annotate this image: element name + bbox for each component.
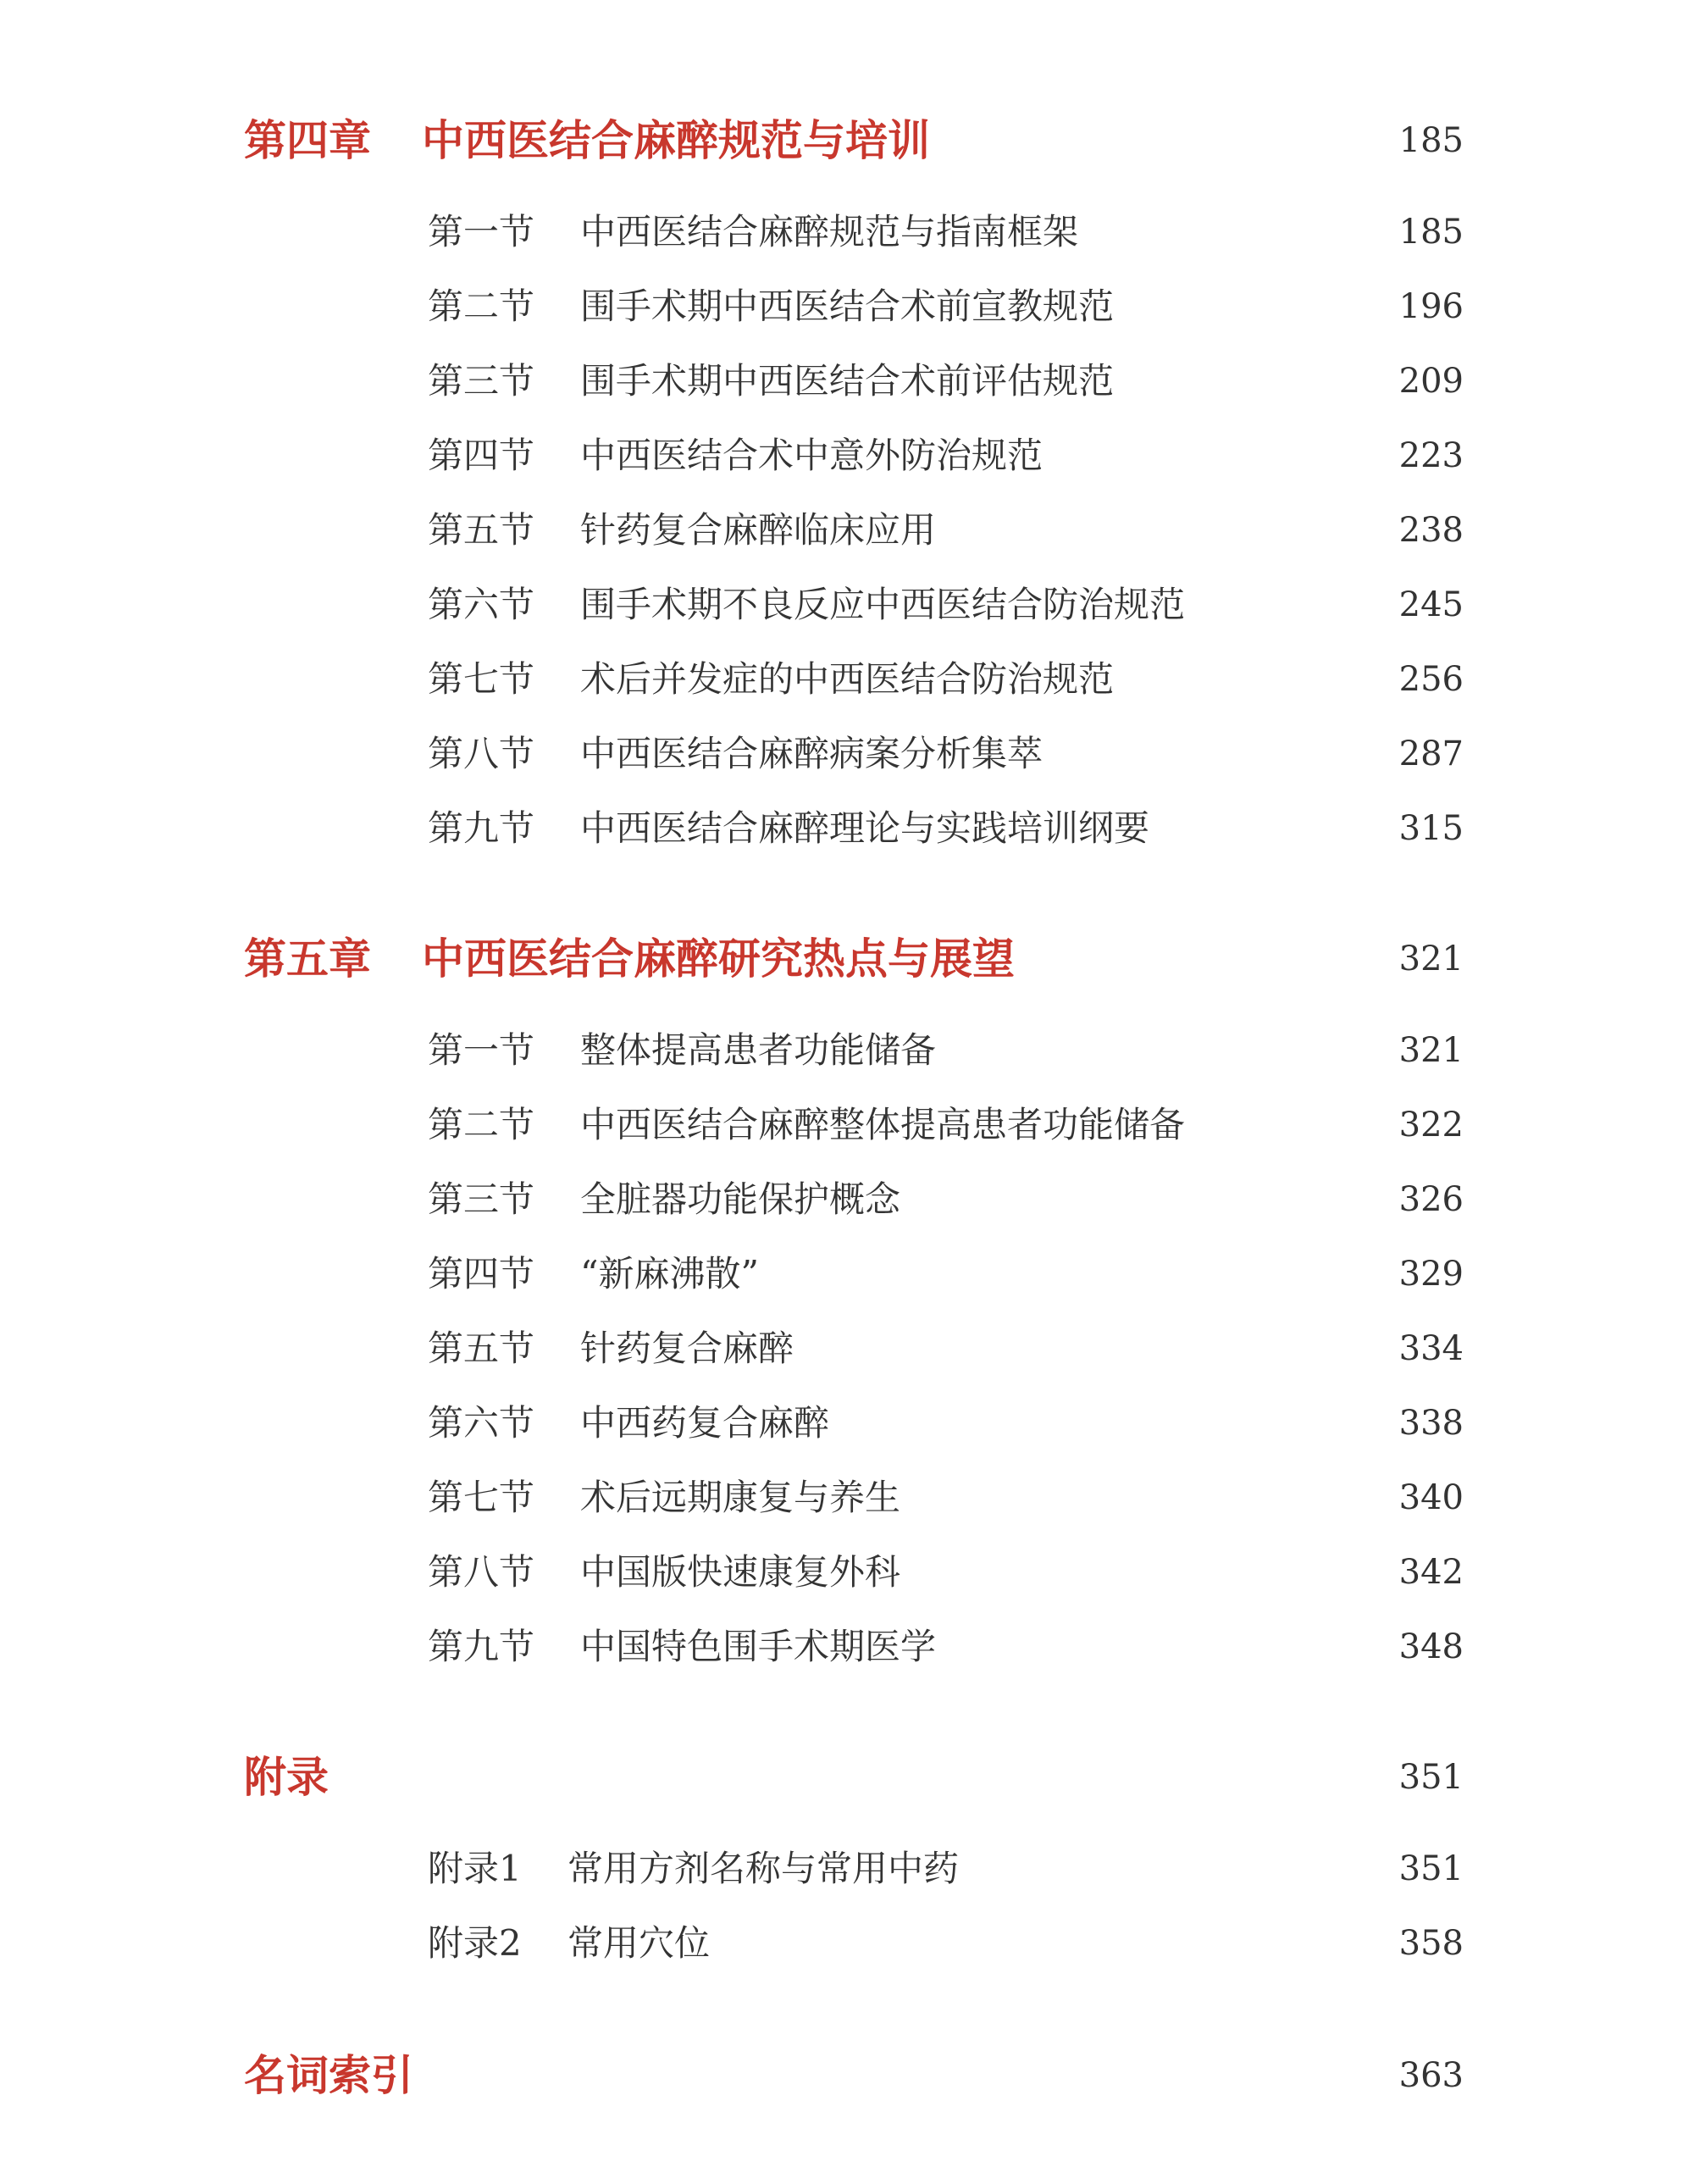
section-label: 第八节 xyxy=(428,733,535,774)
toc-entry[interactable] xyxy=(0,1538,1694,1606)
section-label: 第五节 xyxy=(428,1328,535,1369)
section-label: 第六节 xyxy=(428,1402,535,1444)
section-label: 第三节 xyxy=(428,360,535,402)
chapter-name: 中西医结合麻醉规范与培训 xyxy=(422,116,930,165)
section-title: 中国版快速康复外科 xyxy=(580,1551,901,1593)
appendix-heading[interactable] xyxy=(0,1743,1694,1811)
section-label: 第九节 xyxy=(428,1626,535,1667)
page-number: 321 xyxy=(1398,1031,1464,1070)
appendix-title: 附录 xyxy=(244,1753,329,1802)
toc-entry[interactable] xyxy=(0,347,1694,415)
page-number: 287 xyxy=(1398,734,1464,773)
section-label: 第二节 xyxy=(428,1104,535,1145)
section-label: 第八节 xyxy=(428,1551,535,1593)
toc-entry[interactable] xyxy=(0,720,1694,788)
section-title: 中国特色围手术期医学 xyxy=(580,1626,937,1667)
appendix-label: 附录2 xyxy=(428,1922,522,1964)
section-title: 中西医结合麻醉规范与指南框架 xyxy=(580,211,1079,252)
index-title: 名词索引 xyxy=(244,2051,413,2100)
toc-entry[interactable] xyxy=(0,1017,1694,1084)
toc-entry[interactable] xyxy=(0,1613,1694,1681)
page-number: 342 xyxy=(1398,1553,1464,1592)
section-label: 第五节 xyxy=(428,509,535,551)
section-label: 第四节 xyxy=(428,435,535,476)
page-number: 338 xyxy=(1398,1404,1464,1443)
section-title: 围手术期中西医结合术前宣教规范 xyxy=(580,285,1115,327)
page-number: 238 xyxy=(1398,511,1464,550)
index-heading[interactable] xyxy=(0,2042,1694,2109)
page-number: 363 xyxy=(1398,2056,1464,2095)
section-label: 第三节 xyxy=(428,1178,535,1220)
section-label: 第四节 xyxy=(428,1253,535,1294)
appendix-item-title: 常用穴位 xyxy=(567,1922,711,1964)
page-number: 358 xyxy=(1398,1924,1464,1963)
section-title: 中西医结合麻醉整体提高患者功能储备 xyxy=(580,1104,1186,1145)
section-title: 整体提高患者功能储备 xyxy=(580,1029,937,1071)
toc-entry[interactable] xyxy=(0,1315,1694,1383)
section-label: 第二节 xyxy=(428,285,535,327)
page-number: 321 xyxy=(1398,940,1464,978)
section-title: 中西医结合术中意外防治规范 xyxy=(580,435,1044,476)
page-number: 348 xyxy=(1398,1627,1464,1666)
section-title: 全脏器功能保护概念 xyxy=(580,1178,901,1220)
appendix-label: 附录1 xyxy=(428,1848,522,1889)
page-number: 322 xyxy=(1398,1106,1464,1145)
toc-entry[interactable] xyxy=(0,1091,1694,1159)
section-title: 中西医结合麻醉理论与实践培训纲要 xyxy=(580,807,1150,849)
section-title: 围手术期中西医结合术前评估规范 xyxy=(580,360,1115,402)
appendix-item-title: 常用方剂名称与常用中药 xyxy=(567,1848,960,1889)
toc-entry[interactable] xyxy=(0,273,1694,341)
section-label: 第一节 xyxy=(428,1029,535,1071)
chapter-heading-4[interactable] xyxy=(0,107,1694,175)
section-title: “新麻沸散” xyxy=(580,1253,759,1294)
toc-entry[interactable] xyxy=(0,571,1694,639)
chapter-heading-5[interactable] xyxy=(0,925,1694,993)
toc-entry[interactable] xyxy=(0,1835,1694,1903)
page-number: 256 xyxy=(1398,660,1464,699)
chapter-title xyxy=(244,107,930,175)
section-title: 术后远期康复与养生 xyxy=(580,1477,901,1518)
chapter-label: 第四章 xyxy=(244,116,371,165)
section-label: 第七节 xyxy=(428,658,535,700)
section-label: 第六节 xyxy=(428,584,535,625)
toc-entry[interactable] xyxy=(0,422,1694,490)
page-number: 326 xyxy=(1398,1180,1464,1219)
chapter-title xyxy=(244,925,1015,993)
section-title: 针药复合麻醉临床应用 xyxy=(580,509,937,551)
toc-entry[interactable] xyxy=(0,1910,1694,1977)
page-number: 340 xyxy=(1398,1478,1464,1517)
page-number: 334 xyxy=(1398,1329,1464,1368)
section-title: 术后并发症的中西医结合防治规范 xyxy=(580,658,1115,700)
page-number: 351 xyxy=(1398,1758,1464,1797)
section-title: 中西医结合麻醉病案分析集萃 xyxy=(580,733,1044,774)
page-number: 223 xyxy=(1398,436,1464,475)
toc-entry[interactable] xyxy=(0,1166,1694,1233)
section-title: 围手术期不良反应中西医结合防治规范 xyxy=(580,584,1186,625)
section-label: 第九节 xyxy=(428,807,535,849)
page-number: 185 xyxy=(1398,121,1464,160)
page-number: 329 xyxy=(1398,1255,1464,1294)
toc-entry[interactable] xyxy=(0,496,1694,564)
section-title: 中西药复合麻醉 xyxy=(580,1402,830,1444)
toc-entry[interactable] xyxy=(0,1464,1694,1532)
page-number: 185 xyxy=(1398,213,1464,252)
toc-entry[interactable] xyxy=(0,1240,1694,1308)
toc-entry[interactable] xyxy=(0,795,1694,862)
toc-entry[interactable] xyxy=(0,646,1694,713)
chapter-label: 第五章 xyxy=(244,934,371,984)
chapter-name: 中西医结合麻醉研究热点与展望 xyxy=(422,934,1015,984)
page-number: 196 xyxy=(1398,287,1464,326)
page-number: 209 xyxy=(1398,362,1464,401)
section-title: 针药复合麻醉 xyxy=(580,1328,794,1369)
toc-entry[interactable] xyxy=(0,198,1694,266)
page-number: 315 xyxy=(1398,809,1464,848)
section-label: 第七节 xyxy=(428,1477,535,1518)
page-number: 245 xyxy=(1398,585,1464,624)
section-label: 第一节 xyxy=(428,211,535,252)
toc-entry[interactable] xyxy=(0,1389,1694,1457)
page-number: 351 xyxy=(1398,1849,1464,1888)
